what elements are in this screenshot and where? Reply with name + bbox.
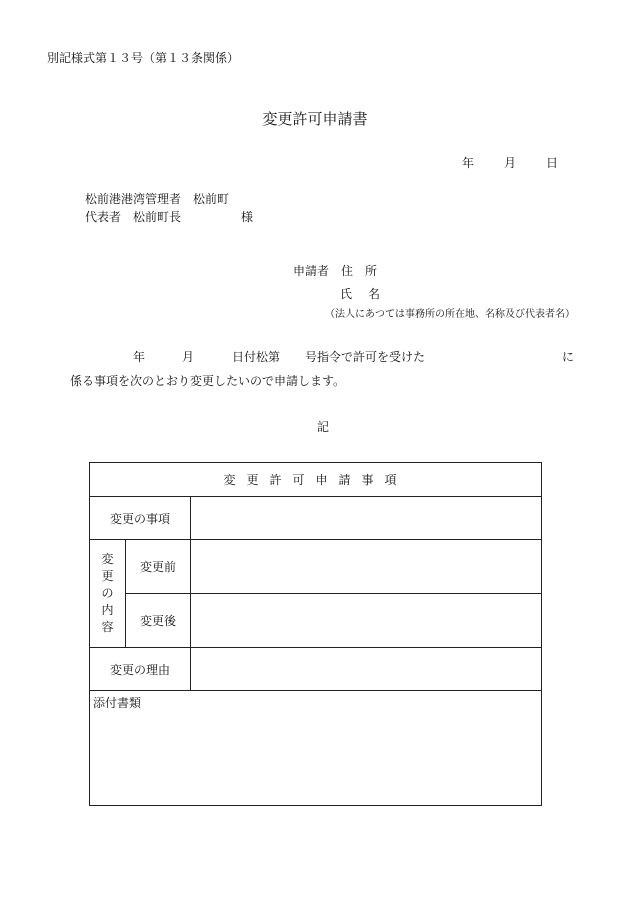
- after-field[interactable]: [191, 594, 542, 648]
- table-header-row: [90, 463, 542, 497]
- before-label: 変更前: [126, 540, 191, 594]
- body-permit-ref: 日付松第: [232, 350, 281, 364]
- date-day: 日: [546, 156, 559, 170]
- body-order-text: 号指令で許可を受けた: [305, 350, 426, 364]
- table-header: 変更許可申請事項: [90, 463, 542, 497]
- table-row: [90, 691, 542, 806]
- addressee-line2: [85, 211, 253, 223]
- addressee-representative: 代表者 松前町長: [85, 210, 182, 224]
- table-row: [90, 594, 542, 648]
- change-items-table: [89, 462, 542, 806]
- date-month: 月: [504, 156, 517, 170]
- table-row: [90, 540, 542, 594]
- corporation-note: （法人にあつては事務所の所在地、名称及び代表者名）: [325, 309, 575, 320]
- applicant-name-row: [340, 288, 380, 300]
- name-label-1: 氏: [340, 287, 353, 301]
- reason-field[interactable]: [191, 648, 542, 691]
- body-line1: [0, 351, 630, 365]
- change-item-label: 変更の事項: [90, 497, 191, 540]
- addressee-honorific: 様: [241, 210, 254, 224]
- applicant-address-row: [293, 265, 377, 277]
- table-row: [90, 497, 542, 540]
- attachments-cell[interactable]: [90, 691, 542, 806]
- after-label: 変更後: [126, 594, 191, 648]
- page-title: 変更許可申請書: [262, 110, 368, 128]
- ki-heading: 記: [316, 420, 329, 434]
- body-month: 月: [182, 350, 195, 364]
- name-label-2: 名: [368, 287, 381, 301]
- date-line: [462, 157, 558, 169]
- address-label: 住 所: [341, 264, 378, 278]
- form-number: 別記様式第１３号（第１３条関係）: [47, 51, 240, 65]
- date-year: 年: [462, 156, 475, 170]
- body-ni: に: [562, 350, 575, 364]
- body-line2: 係る事項を次のとおり変更したいので申請します。: [70, 374, 346, 388]
- attachments-label: 添付書類: [93, 696, 142, 710]
- addressee-line1: 松前港港湾管理者 松前町: [85, 192, 230, 206]
- applicant-label: 申請者: [293, 264, 330, 278]
- before-field[interactable]: [191, 540, 542, 594]
- content-label: 変 更 の 内 容: [90, 540, 126, 648]
- table-row: [90, 648, 542, 691]
- reason-label: 変更の理由: [90, 648, 191, 691]
- change-item-field[interactable]: [191, 497, 542, 540]
- body-year: 年: [133, 350, 146, 364]
